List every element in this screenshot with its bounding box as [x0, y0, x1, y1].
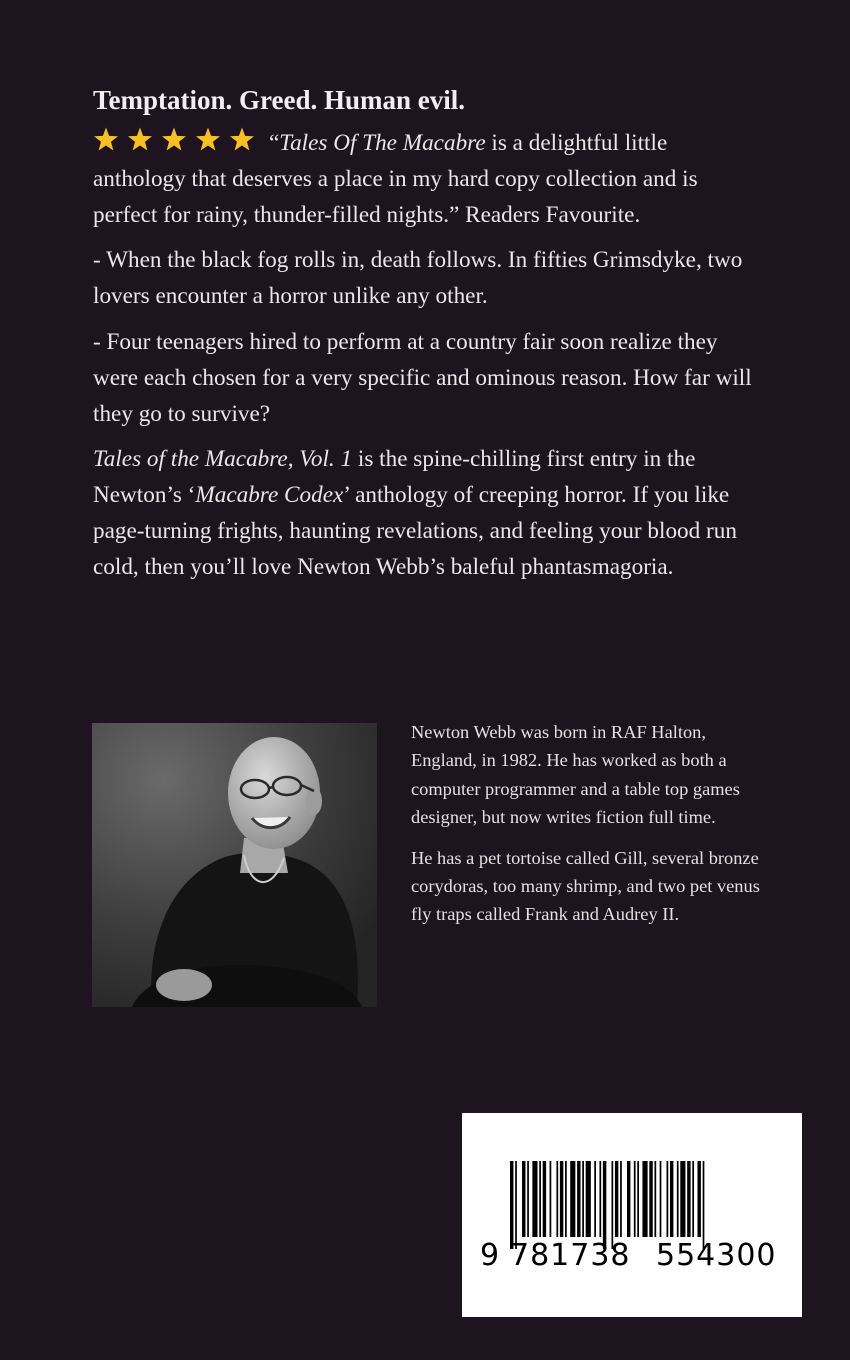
barcode-bars: [462, 1113, 802, 1317]
barcode-bar: [615, 1161, 618, 1237]
barcode-bar: [680, 1161, 685, 1237]
barcode-bar: [620, 1161, 622, 1237]
story-one: - When the black fog rolls in, death follows. In fifties Grimsdyke, two lovers encounter a horror unlike any other.: [93, 247, 743, 310]
barcode-bar: [603, 1161, 606, 1249]
barcode-bar: [703, 1161, 705, 1249]
barcode-bar: [611, 1161, 613, 1249]
review-book-title: Tales Of The Macabre: [279, 130, 486, 156]
isbn-barcode: [462, 1113, 802, 1317]
barcode-bar: [599, 1161, 601, 1237]
summary-text-part1: is the spine-chilling first entry in the Newton’s ‘: [93, 446, 696, 509]
isbn-group-right: 554300: [656, 1238, 777, 1273]
barcode-bar: [642, 1161, 647, 1237]
barcode-bar: [667, 1161, 669, 1237]
barcode-bar: [627, 1161, 630, 1237]
barcode-bar: [565, 1161, 567, 1237]
isbn-group-left: 781738: [510, 1238, 631, 1273]
review-text: is a delightful little anthology that deserves a place in my hard copy collection and is perfect for rainy, thunder-filled nights.” Readers Favourite.: [93, 130, 698, 228]
author-photo-illustration: [92, 723, 377, 1007]
star-icon: [128, 128, 152, 151]
barcode-bar: [550, 1161, 552, 1237]
barcode-bar: [692, 1161, 694, 1237]
story-two: - Four teenagers hired to perform at a country fair soon realize they were each chosen for a very specific and ominous reason. How far will they go to survive?: [93, 328, 752, 427]
author-bio-paragraph-2: He has a pet tortoise called Gill, several bronze corydoras, too many shrimp, and two pet venus fly traps called Frank and Audrey II.: [411, 847, 760, 925]
star-icon: [162, 128, 186, 151]
barcode-bar: [649, 1161, 652, 1237]
barcode-bar: [687, 1161, 690, 1237]
barcode-bar: [539, 1161, 541, 1237]
barcode-bar: [560, 1161, 563, 1237]
barcode-bar: [532, 1161, 537, 1237]
five-star-rating-icon: [93, 127, 265, 153]
barcode-bar: [556, 1161, 558, 1237]
barcode-bar: [570, 1161, 575, 1237]
author-bio-paragraph-1: Newton Webb was born in RAF Halton, England, in 1982. He has worked as both a computer programmer and a table top games designer, but now writes fiction full time.: [411, 722, 740, 828]
barcode-bar: [522, 1161, 525, 1237]
stars-svg: [93, 127, 265, 153]
headline: Temptation. Greed. Human evil.: [93, 85, 466, 115]
barcode-bar: [543, 1161, 546, 1237]
review-open-quote: “: [269, 130, 280, 156]
blurb: [93, 82, 761, 586]
barcode-bar: [697, 1161, 700, 1237]
barcode-bar: [510, 1161, 513, 1249]
barcode-bar: [677, 1161, 679, 1237]
author-photo: [92, 723, 377, 1007]
barcode-bar: [582, 1161, 584, 1237]
barcode-bar: [670, 1161, 673, 1237]
barcode-bar: [654, 1161, 656, 1237]
summary-book-title: Tales of the Macabre, Vol. 1: [93, 446, 353, 473]
review-paragraph: [93, 126, 761, 233]
barcode-bar: [527, 1161, 529, 1237]
barcode-bar: [660, 1161, 662, 1237]
author-bio: [411, 718, 767, 941]
series-name: Macabre Codex: [195, 482, 344, 509]
star-icon: [230, 128, 254, 151]
barcode-bar: [586, 1161, 591, 1237]
barcode-bar: [594, 1161, 596, 1237]
star-icon: [196, 128, 220, 151]
barcode-bar: [577, 1161, 580, 1237]
summary-text-part2: ’ anthology of creeping horror. If you like page-turning frights, haunting revelations, and feeling your blood run cold, then you’ll love Newton Webb’s baleful phantasmagoria.: [93, 482, 737, 580]
summary-paragraph: [93, 442, 761, 585]
barcode-bar: [637, 1161, 639, 1237]
star-icon: [94, 128, 118, 151]
isbn-first-digit: 9: [480, 1238, 501, 1273]
barcode-bar: [634, 1161, 636, 1237]
barcode-bar: [515, 1161, 517, 1249]
